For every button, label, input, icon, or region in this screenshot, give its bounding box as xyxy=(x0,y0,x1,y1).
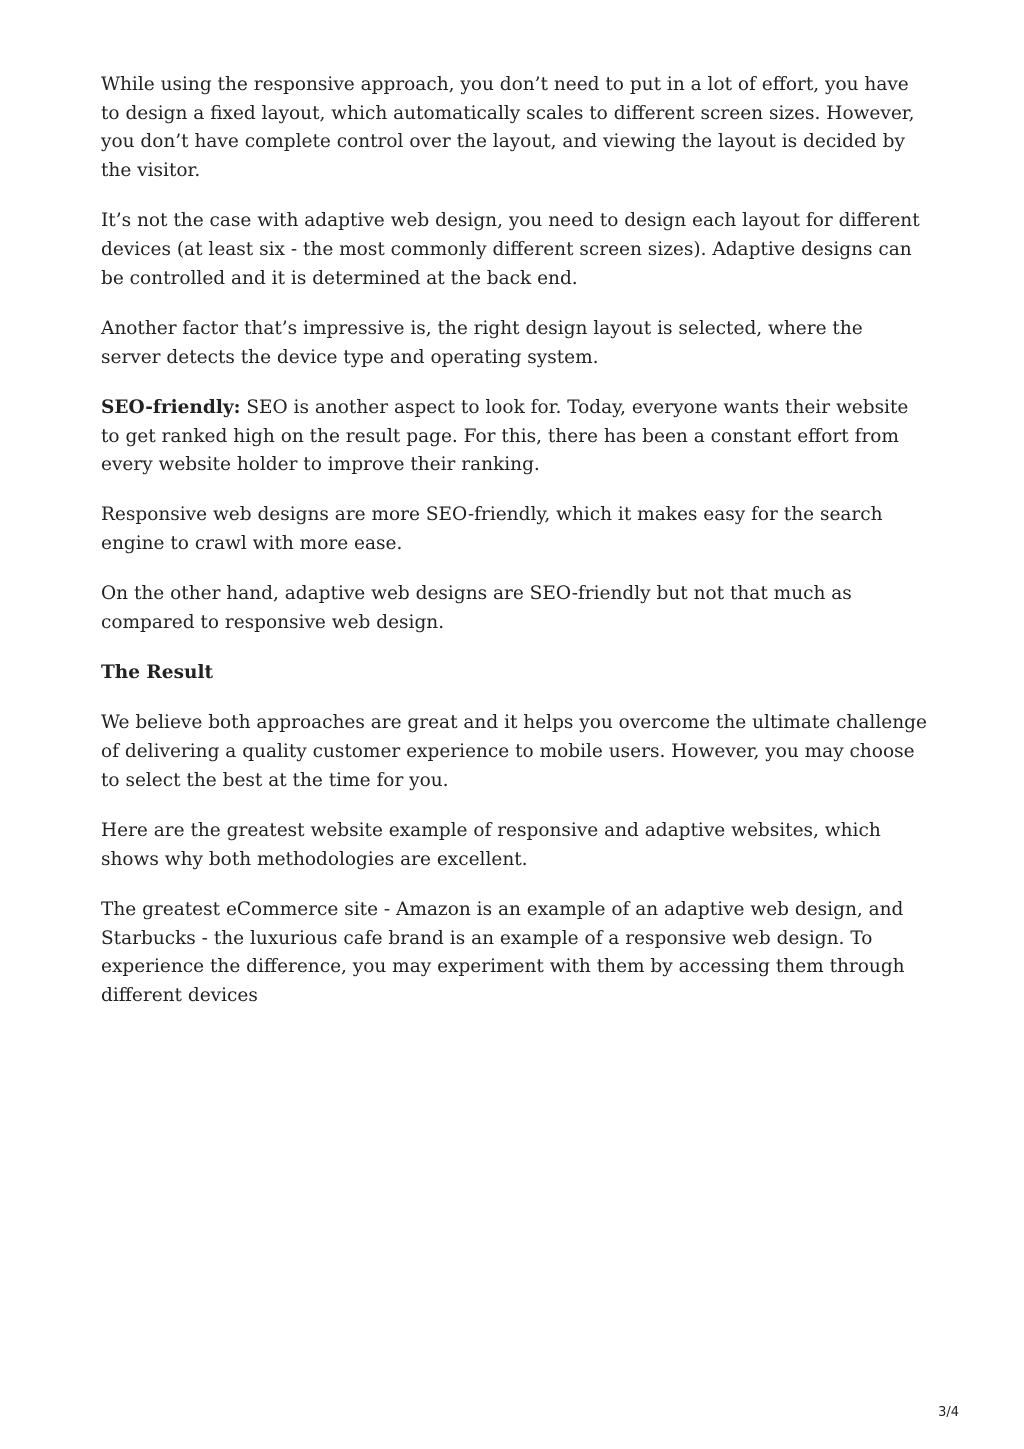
paragraph-both-approaches: We believe both approaches are great and it helps you overcome the ultimate challenge of delivering a quality customer experience to mobile users. However, you may choose to select the best at the time for you. xyxy=(101,712,927,791)
page-number: 3/4 xyxy=(938,1405,959,1420)
paragraph-website-examples: Here are the greatest website example of responsive and adaptive websites, which shows why both methodologies are excellent. xyxy=(101,820,881,870)
paragraph-responsive-approach: While using the responsive approach, you don’t need to put in a lot of effort, you have to design a fixed layout, which automatically scales to different screen sizes. However, you don’t have complete control over the layout, and viewing the layout is decided by the visitor. xyxy=(101,74,915,182)
article-body xyxy=(101,71,927,1032)
paragraph-responsive-seo: Responsive web designs are more SEO-friendly, which it makes easy for the search engine to crawl with more ease. xyxy=(101,504,883,555)
paragraph-adaptive-seo: On the other hand, adaptive web designs are SEO-friendly but not that much as compared to responsive web design. xyxy=(101,583,852,634)
seo-friendly-text: SEO is another aspect to look for. Today, everyone wants their website to get ranked high on the result page. For this, there has been a constant effort from every website holder to improve their ranking. xyxy=(101,396,909,476)
paragraph-amazon-starbucks: The greatest eCommerce site - Amazon is an example of an adaptive web design, and Starbucks - the luxurious cafe brand is an example of a responsive web design. To experience the difference, you may experiment with them by accessing them through different devices xyxy=(101,898,905,1007)
seo-friendly-label: SEO-friendly: xyxy=(101,396,241,418)
paragraph-design-layout-selection: Another factor that’s impressive is, the right design layout is selected, where the server detects the device type and operating system. xyxy=(101,317,863,368)
paragraph-seo-friendly xyxy=(101,394,927,480)
heading-the-result: The Result xyxy=(101,662,214,684)
paragraph-adaptive-design: It’s not the case with adaptive web design, you need to design each layout for different devices (at least six - the most commonly different screen sizes). Adaptive designs can be controlled and it is determined at the back end. xyxy=(101,210,920,289)
